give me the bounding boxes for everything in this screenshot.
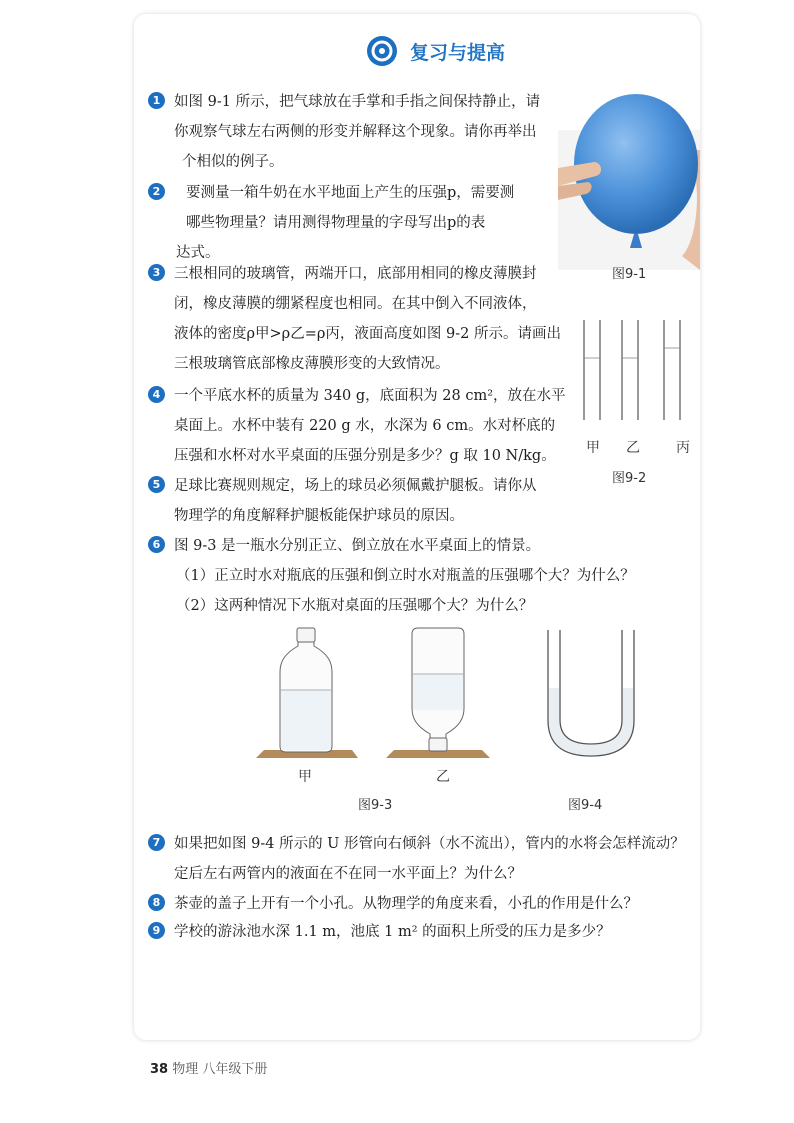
page-footer [150, 1058, 267, 1077]
q7-line-1: 如果把如图 9-4 所示的 U 形管向右倾斜（水不流出），管内的水将会怎样流动？ [174, 836, 685, 852]
section-header [366, 34, 505, 68]
glass-tubes-figure [572, 318, 700, 430]
fig9-3-label-jia: 甲 [298, 769, 312, 785]
page-number: 38 [150, 1062, 169, 1077]
question-number-3: 3 [148, 264, 165, 281]
q5-line-2: 物理学的角度解释护腿板能保护球员的原因。 [174, 508, 464, 524]
question-number-7: 7 [148, 834, 165, 851]
q1-line-2: 你观察气球左右两侧的形变并解释这个现象。请你再举出 [174, 124, 537, 140]
q4-line-1: 一个平底水杯的质量为 340 g，底面积为 28 cm²，放在水平 [174, 388, 566, 404]
q1-line-1: 如图 9-1 所示，把气球放在手掌和手指之间保持静止，请 [174, 94, 541, 110]
fig9-4-caption: 图9-4 [568, 798, 603, 813]
footer-subject: 物理 [172, 1062, 199, 1077]
question-number-1: 1 [148, 92, 165, 109]
section-title: 复习与提高 [410, 41, 506, 64]
q3-line-1: 三根相同的玻璃管，两端开口，底部用相同的橡皮薄膜封 [174, 266, 537, 282]
question-number-4: 4 [148, 386, 165, 403]
q4-line-3: 压强和水杯对水平桌面的压强分别是多少？g 取 10 N/kg。 [174, 448, 556, 464]
q6-subquestion-1: （1）正立时水对瓶底的压强和倒立时水对瓶盖的压强哪个大？为什么？ [176, 568, 635, 584]
u-tube-figure [542, 628, 640, 760]
fig9-2-label-bing: 丙 [676, 440, 690, 456]
question-number-6: 6 [148, 536, 165, 553]
q4-line-2: 桌面上。水杯中装有 220 g 水，水深为 6 cm。水对杯底的 [174, 418, 556, 434]
q9-line-1: 学校的游泳池水深 1.1 m，池底 1 m² 的面积上所受的压力是多少？ [174, 924, 611, 940]
question-number-5: 5 [148, 476, 165, 493]
fig9-3-caption: 图9-3 [358, 798, 393, 813]
footer-grade: 八年级下册 [202, 1062, 268, 1077]
q1-line-3: 个相似的例子。 [182, 154, 284, 170]
fig9-2-label-jia: 甲 [586, 440, 600, 456]
bottles-figure [250, 624, 510, 764]
q6-subquestion-2: （2）这两种情况下水瓶对桌面的压强哪个大？为什么？ [176, 598, 534, 614]
q5-line-1: 足球比赛规则规定，场上的球员必须佩戴护腿板。请你从 [174, 478, 537, 494]
fig9-1-caption: 图9-1 [612, 267, 647, 282]
q6-line-1: 图 9-3 是一瓶水分别正立、倒立放在水平桌面上的情景。 [174, 538, 541, 554]
fig9-3-label-yi: 乙 [436, 769, 450, 785]
q3-line-2: 闭，橡皮薄膜的绷紧程度也相同。在其中倒入不同液体， [174, 296, 537, 312]
balloon-figure [558, 90, 700, 270]
q2-line-1: 要测量一箱牛奶在水平地面上产生的压强p，需要测 [186, 185, 515, 201]
q8-line-1: 茶壶的盖子上开有一个小孔。从物理学的角度来看，小孔的作用是什么？ [174, 896, 638, 912]
review-icon [366, 35, 398, 67]
q7-line-2: 定后左右两管内的液面在不在同一水平面上？为什么？ [174, 866, 522, 882]
question-number-2: 2 [148, 183, 165, 200]
question-number-8: 8 [148, 894, 165, 911]
fig9-2-label-yi: 乙 [626, 440, 640, 456]
fig9-2-caption: 图9-2 [612, 471, 647, 486]
question-number-9: 9 [148, 922, 165, 939]
q3-line-3: 液体的密度ρ甲>ρ乙=ρ丙，液面高度如图 9-2 所示。请画出 [174, 326, 561, 342]
q3-line-4: 三根玻璃管底部橡皮薄膜形变的大致情况。 [174, 356, 450, 372]
q2-line-2: 哪些物理量？请用测得物理量的字母写出p的表 [186, 215, 486, 231]
q2-line-3: 达式。 [176, 245, 220, 261]
